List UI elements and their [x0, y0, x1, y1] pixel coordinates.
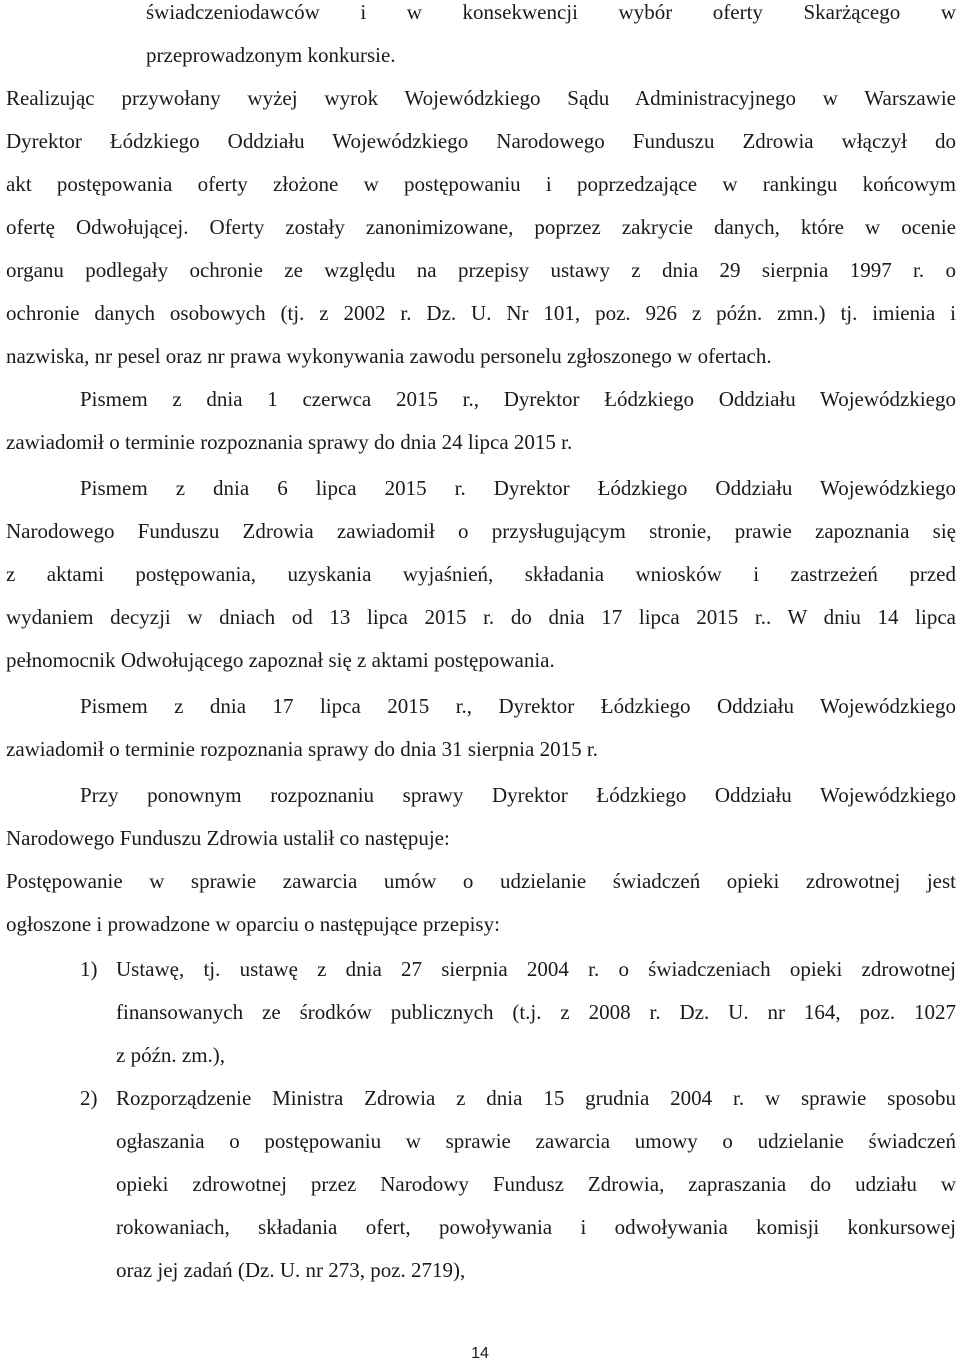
- list-item-line: finansowanych ze środków publicznych (t.j. z 2008 r. Dz. U. nr 164, poz. 1027: [116, 1000, 956, 1024]
- list-item-line: Ustawę, tj. ustawę z dnia 27 sierpnia 2004 r. o świadczeniach opieki zdrowotnej: [116, 957, 956, 981]
- text-line: Narodowego Funduszu Zdrowia ustalił co następuje:: [6, 826, 450, 850]
- list-item-line: oraz jej zadań (Dz. U. nr 273, poz. 2719),: [116, 1258, 466, 1282]
- text-line: przeprowadzonym konkursie.: [146, 43, 396, 67]
- text-line: Realizując przywołany wyżej wyrok Wojewódzkiego Sądu Administracyjnego w Warszawie: [6, 86, 956, 110]
- text-line: Dyrektor Łódzkiego Oddziału Wojewódzkiego Narodowego Funduszu Zdrowia włączył do: [6, 129, 956, 153]
- text-line: wydaniem decyzji w dniach od 13 lipca 2015 r. do dnia 17 lipca 2015 r.. W dniu 14 lipca: [6, 605, 956, 629]
- list-item-line: opieki zdrowotnej przez Narodowy Fundusz Zdrowia, zapraszania do udziału w: [116, 1172, 956, 1196]
- list-item-line: rokowaniach, składania ofert, powoływania i odwoływania komisji konkursowej: [116, 1215, 956, 1239]
- text-line: nazwiska, nr pesel oraz nr prawa wykonywania zawodu personelu zgłoszonego w ofertach.: [6, 344, 772, 368]
- text-line: ofertę Odwołującej. Oferty zostały zanonimizowane, poprzez zakrycie danych, które w ocenie: [6, 215, 956, 239]
- text-line: organu podlegały ochronie ze względu na przepisy ustawy z dnia 29 sierpnia 1997 r. o: [6, 258, 956, 282]
- list-item-line: z późn. zm.),: [116, 1043, 226, 1067]
- list-marker: 2): [80, 1086, 98, 1110]
- text-line: zawiadomił o terminie rozpoznania sprawy do dnia 24 lipca 2015 r.: [6, 430, 573, 454]
- text-line: pełnomocnik Odwołującego zapoznał się z aktami postępowania.: [6, 648, 555, 672]
- text-line: Pismem z dnia 17 lipca 2015 r., Dyrektor Łódzkiego Oddziału Wojewódzkiego: [80, 694, 956, 718]
- text-line: akt postępowania oferty złożone w postępowaniu i poprzedzające w rankingu końcowym: [6, 172, 956, 196]
- text-line: Postępowanie w sprawie zawarcia umów o udzielanie świadczeń opieki zdrowotnej jest: [6, 869, 956, 893]
- text-line: Narodowego Funduszu Zdrowia zawiadomił o przysługującym stronie, prawie zapoznania się: [6, 519, 956, 543]
- text-line: Pismem z dnia 6 lipca 2015 r. Dyrektor Łódzkiego Oddziału Wojewódzkiego: [80, 476, 956, 500]
- list-item-line: ogłaszania o postępowaniu w sprawie zawarcia umowy o udzielanie świadczeń: [116, 1129, 956, 1153]
- text-line: Pismem z dnia 1 czerwca 2015 r., Dyrektor Łódzkiego Oddziału Wojewódzkiego: [80, 387, 956, 411]
- text-line: z aktami postępowania, uzyskania wyjaśnień, składania wniosków i zastrzeżeń przed: [6, 562, 956, 586]
- text-line: Przy ponownym rozpoznaniu sprawy Dyrektor Łódzkiego Oddziału Wojewódzkiego: [80, 783, 956, 807]
- text-line: ogłoszone i prowadzone w oparciu o następujące przepisy:: [6, 912, 500, 936]
- list-marker: 1): [80, 957, 98, 981]
- text-line: świadczeniodawców i w konsekwencji wybór oferty Skarżącego w: [146, 0, 956, 24]
- text-line: ochronie danych osobowych (tj. z 2002 r. Dz. U. Nr 101, poz. 926 z późn. zmn.) tj. imienia i: [6, 301, 956, 325]
- text-line: zawiadomił o terminie rozpoznania sprawy do dnia 31 sierpnia 2015 r.: [6, 737, 598, 761]
- page-number: 14: [471, 1345, 489, 1362]
- list-item-line: Rozporządzenie Ministra Zdrowia z dnia 15 grudnia 2004 r. w sprawie sposobu: [116, 1086, 956, 1110]
